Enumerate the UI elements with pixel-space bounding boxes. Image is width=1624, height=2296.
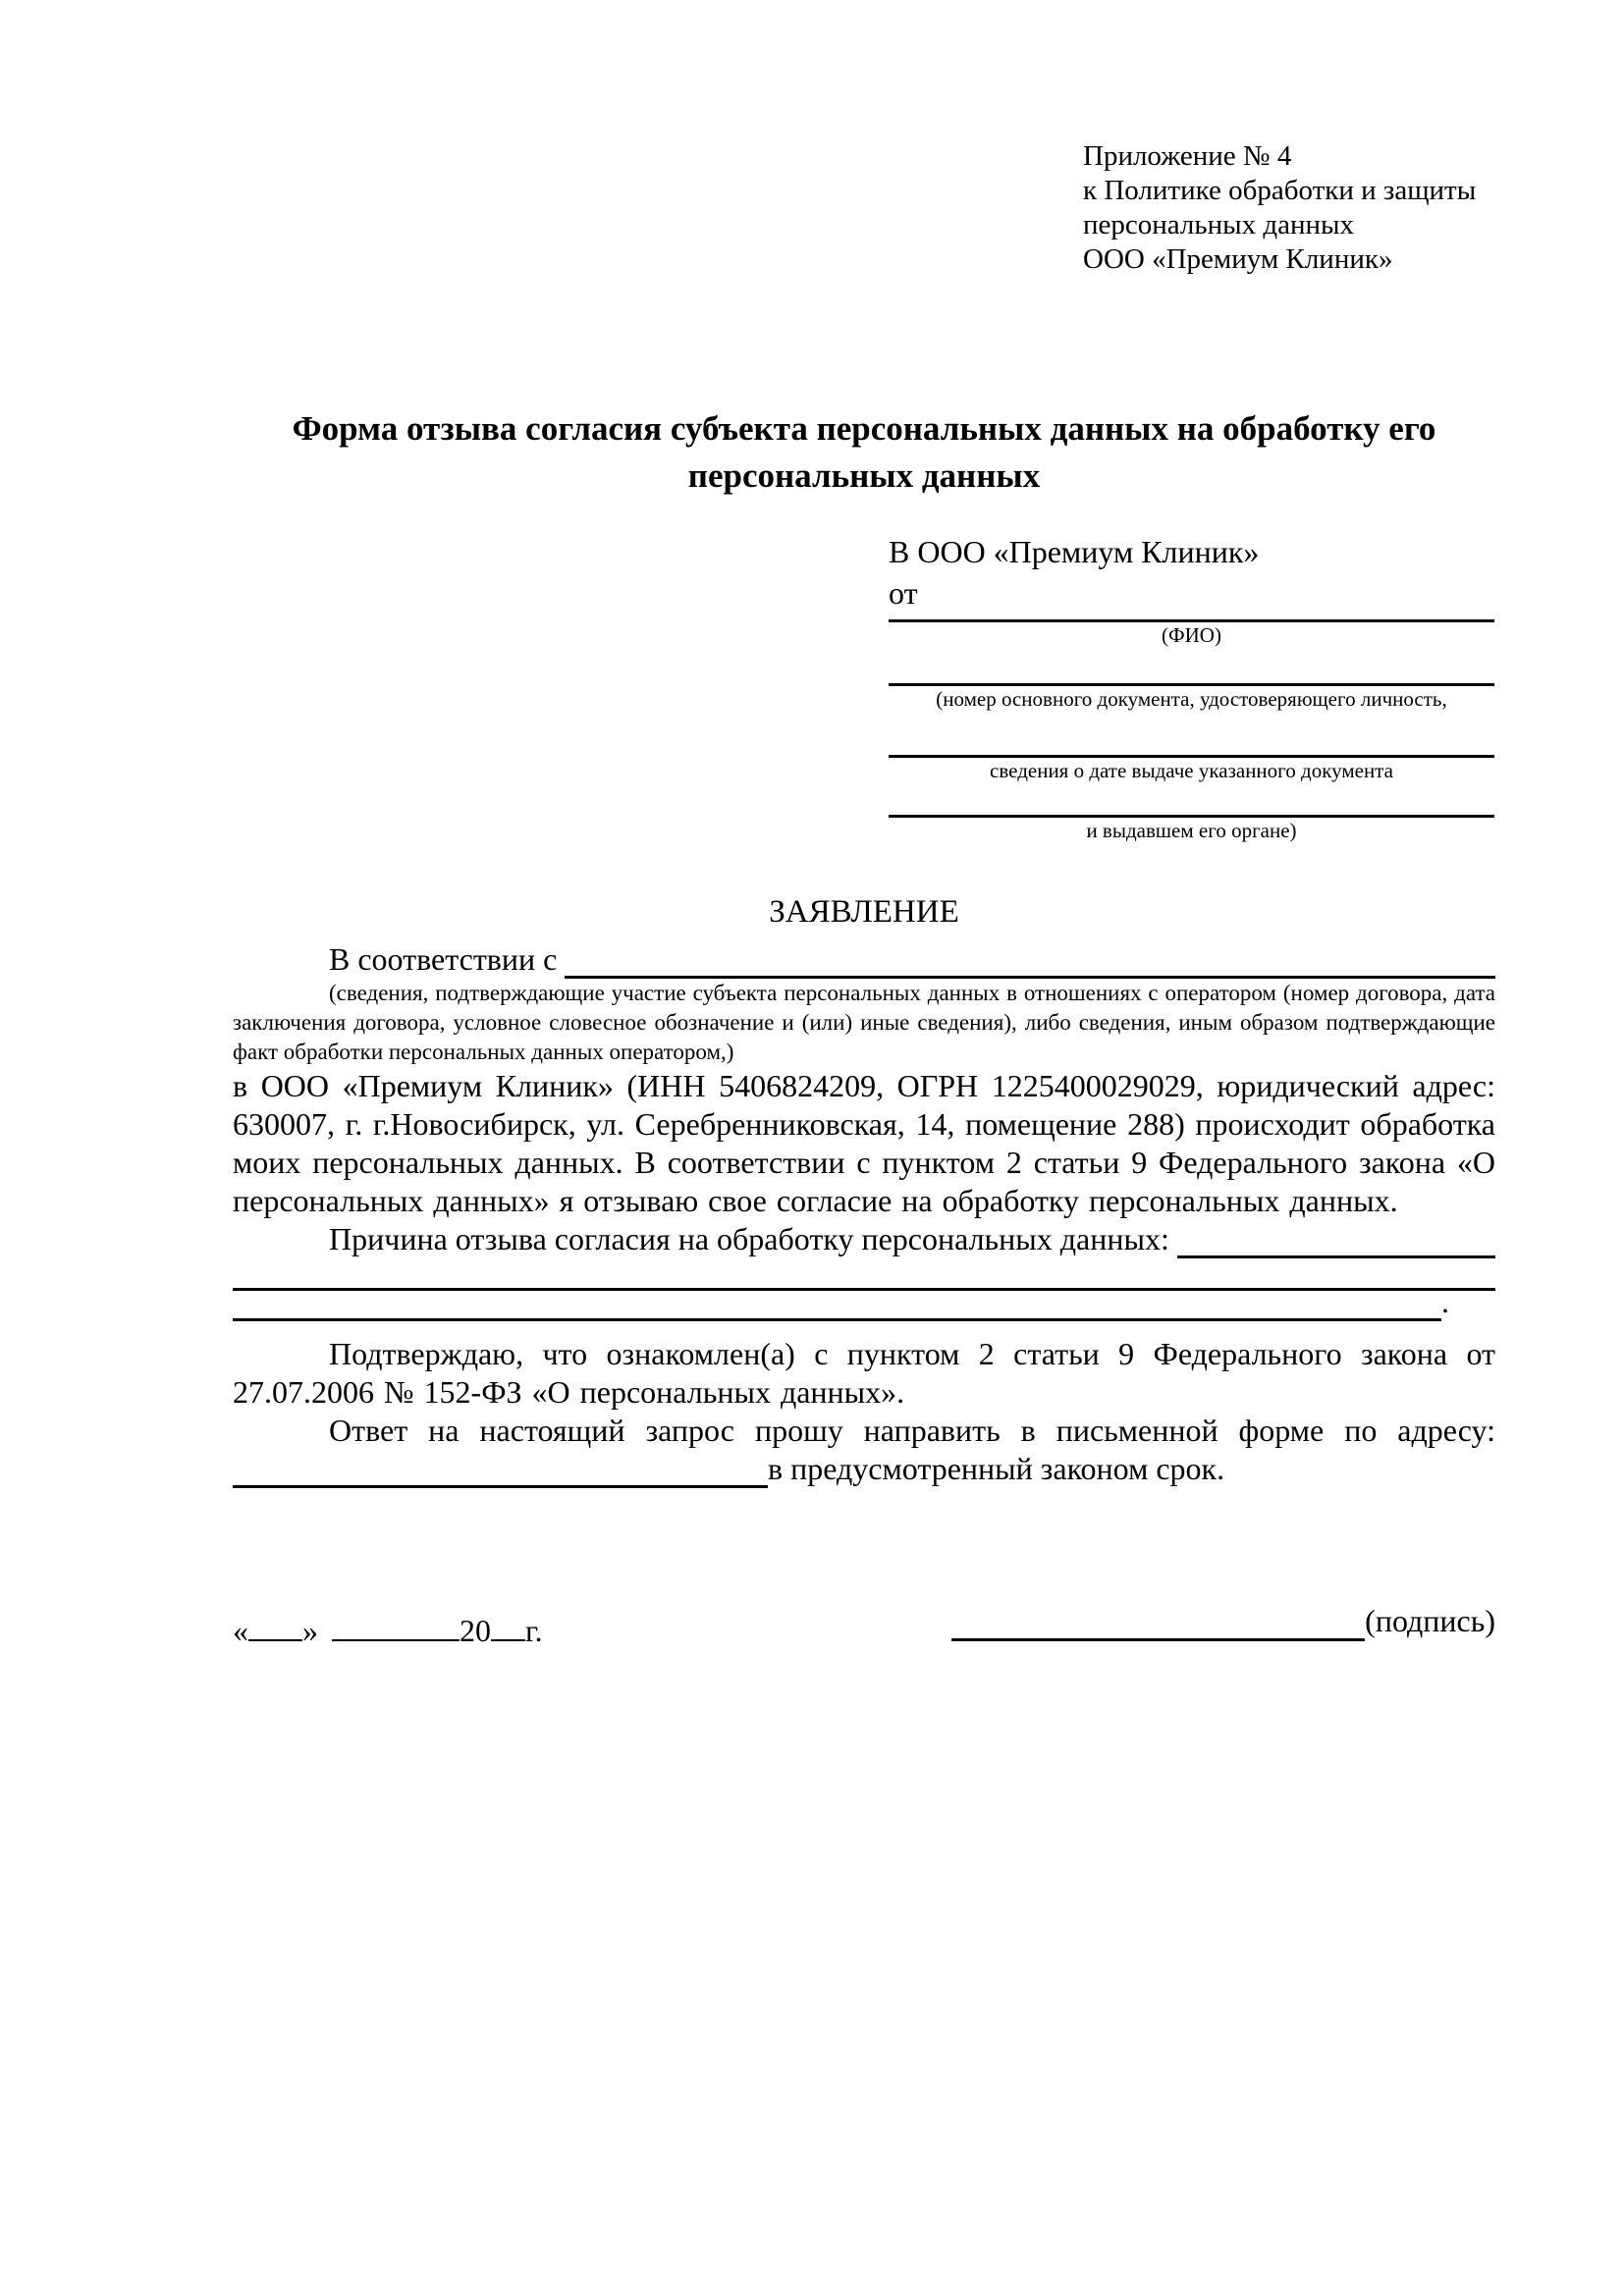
withdrawal-paragraph: в ООО «Премиум Клиник» (ИНН 5406824209, ОГРН 1225400029029, юридический адрес: 630007, г. г.Новосибирск, ул. Серебренниковская, 14, помещение 288) происходит обработка моих персональных данных. В соответствии с пунктом 2 статьи 9 Федерального закона «О персональных данных» я отзываю свое согласие на обработку персональных данных. — [233, 1068, 1495, 1218]
appendix-header-line-2: к Политике обработки и защиты — [1083, 175, 1477, 206]
issue-date-input-line[interactable] — [889, 712, 1494, 758]
statement-heading: ЗАЯВЛЕНИЕ — [769, 894, 959, 930]
reply-address-row — [233, 1450, 1495, 1488]
issuing-authority-caption: и выдавшем его органе) — [1086, 819, 1297, 842]
date-open-quote: « — [233, 1613, 248, 1648]
confirmation-paragraph: Подтверждаю, что ознакомлен(а) с пунктом 2 статьи 9 Федерального закона от 27.07.2006 № 152-ФЗ «О персональных данных». — [233, 1336, 1495, 1410]
date-close-quote: » — [302, 1613, 318, 1648]
signature-input-line[interactable] — [951, 1603, 1365, 1641]
signature-field — [951, 1600, 1495, 1641]
recipient-to: В ООО «Премиум Клиник» — [889, 534, 1260, 569]
reason-input-line-1[interactable] — [1177, 1220, 1495, 1258]
basis-fine-print: (сведения, подтверждающие участие субъекта персональных данных в отношениях с оператором (номер договора, дата заключения договора, условное словесное обозначение и (или) иные сведения), либо сведения, иным образом подтверждающие факт обработки персональных данных оператором,) — [233, 981, 1495, 1064]
appendix-header-line-1: Приложение № 4 — [1083, 140, 1292, 172]
reason-line-period: . — [1441, 1284, 1449, 1319]
date-signature-row — [233, 1600, 1495, 1651]
recipient-block — [889, 531, 1494, 843]
reply-address-input-line[interactable] — [233, 1450, 768, 1488]
reason-label: Причина отзыва согласия на обработку персональных данных: — [329, 1221, 1169, 1256]
appendix-header-line-4: ООО «Премиум Клиник» — [1083, 243, 1393, 275]
appendix-header — [1083, 139, 1476, 277]
reason-row — [233, 1220, 1495, 1258]
reply-request-paragraph: Ответ на настоящий запрос прошу направить в письменной форме по адресу: — [329, 1413, 1495, 1448]
issue-date-caption: сведения о дате выдаче указанного документа — [990, 759, 1393, 782]
signature-caption: (подпись) — [1365, 1603, 1495, 1638]
statement-section — [233, 891, 1495, 1488]
basis-input-line[interactable] — [565, 940, 1495, 979]
fio-input-line[interactable] — [889, 614, 1494, 622]
date-field — [233, 1610, 543, 1651]
date-year-suffix: г. — [525, 1613, 543, 1648]
date-day-input-line[interactable] — [248, 1635, 302, 1641]
date-month-input-line[interactable] — [332, 1635, 460, 1641]
issuing-authority-input-line[interactable] — [889, 783, 1494, 818]
appendix-header-line-3: персональных данных — [1083, 209, 1355, 240]
identity-document-number-input-line[interactable] — [889, 648, 1494, 686]
fio-caption: (ФИО) — [1162, 623, 1221, 647]
date-year-prefix: 20 — [460, 1613, 491, 1648]
recipient-from-label: от — [889, 575, 918, 611]
identity-document-caption: (номер основного документа, удостоверяющего личность, — [936, 687, 1447, 711]
document-title: Форма отзыва согласия субъекта персональных данных на обработку его персональных данных — [292, 409, 1436, 495]
date-year-input-line[interactable] — [491, 1635, 525, 1641]
reason-input-line-3-row — [233, 1284, 1495, 1321]
basis-row — [233, 940, 1495, 979]
reply-suffix: в предусмотренный законом срок. — [768, 1451, 1225, 1486]
reason-input-line-3[interactable] — [233, 1288, 1441, 1321]
reason-input-line-2[interactable] — [233, 1258, 1495, 1291]
basis-label: В соответствии с — [329, 941, 558, 977]
